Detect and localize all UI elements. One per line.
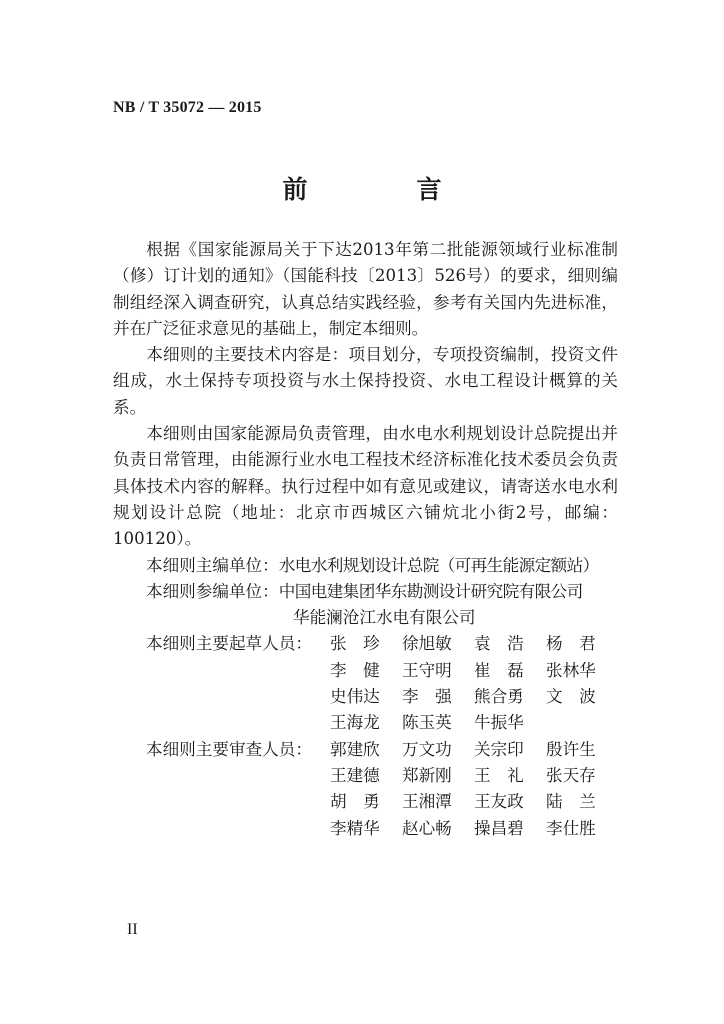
names-list [330, 816, 610, 842]
person-name: 郑新刚 [402, 765, 452, 785]
person-name: 袁 浩 [474, 634, 524, 654]
person-name: 郭建欣 [330, 739, 380, 759]
person-name: 牛振华 [474, 713, 524, 733]
person-name: 张 珍 [330, 634, 380, 654]
person-name: 王友政 [474, 792, 524, 812]
page-title: 前 言 [282, 175, 484, 204]
participating-unit-row [113, 579, 618, 605]
participating-unit-row [113, 605, 618, 631]
person-name: 殷许生 [546, 739, 596, 759]
names-list [330, 763, 610, 789]
drafters-row [113, 710, 618, 736]
preface-body [113, 237, 618, 842]
chief-unit-row [113, 553, 618, 579]
person-name: 操昌碧 [474, 818, 524, 838]
person-name: 陈玉英 [402, 713, 452, 733]
drafters-label: 本细则主要起草人员： [146, 634, 312, 654]
reviewers-row [113, 737, 618, 763]
person-name: 胡 勇 [330, 792, 380, 812]
person-name: 王 礼 [474, 765, 524, 785]
person-name: 文 波 [546, 687, 596, 707]
paragraph: 根据《国家能源局关于下达2013年第二批能源领域行业标准制（修）订计划的通知》（国能科技〔2013〕526号）的要求，细则编制组经深入调查研究，认真总结实践经验，参考有关国内先进标准，并在广泛征求意见的基础上，制定本细则。 [113, 240, 618, 338]
person-name: 崔 磊 [474, 660, 524, 680]
person-name: 赵心畅 [402, 818, 452, 838]
paragraph: 本细则由国家能源局负责管理，由水电水利规划设计总院提出并负责日常管理，由能源行业水电工程技术经济标准化技术委员会负责具体技术内容的解释。执行过程中如有意见或建议，请寄送水电水利规划设计总院（地址：北京市西城区六铺炕北小街2号，邮编：100120）。 [113, 424, 618, 549]
label-spacer [113, 658, 330, 684]
chief-unit-label: 本细则主编单位： [146, 555, 279, 575]
chief-unit-value: 水电水利规划设计总院（可再生能源定额站） [278, 555, 599, 575]
label-spacer [113, 710, 330, 736]
names-list [330, 684, 610, 710]
label-spacer [113, 763, 330, 789]
label-spacer [113, 816, 330, 842]
indent-spacer [113, 605, 293, 631]
reviewers-row [113, 816, 618, 842]
person-name: 王海龙 [330, 713, 380, 733]
person-name: 徐旭敏 [402, 634, 452, 654]
person-name: 王湘潭 [402, 792, 452, 812]
person-name: 李 强 [402, 687, 452, 707]
person-name [546, 710, 610, 736]
person-name: 史伟达 [330, 687, 380, 707]
paragraph: 本细则的主要技术内容是：项目划分，专项投资编制，投资文件组成，水土保持专项投资与水土保持投资、水电工程设计概算的关系。 [113, 345, 618, 417]
participating-unit-value: 华能澜沧江水电有限公司 [293, 608, 476, 628]
person-name: 熊合勇 [474, 687, 524, 707]
person-name: 李仕胜 [546, 818, 596, 838]
names-list [330, 658, 610, 684]
names-list [330, 710, 610, 736]
person-name: 王守明 [402, 660, 452, 680]
standard-code: NB / T 35072 — 2015 [113, 99, 262, 116]
reviewers-row [113, 763, 618, 789]
person-name: 万文功 [402, 739, 452, 759]
person-name: 张林华 [546, 660, 596, 680]
page-number: II [127, 921, 138, 938]
person-name: 王建德 [330, 765, 380, 785]
drafters-row [113, 658, 618, 684]
person-name: 李 健 [330, 660, 380, 680]
participating-unit-label: 本细则参编单位： [146, 581, 279, 601]
names-list [330, 631, 610, 657]
drafters-row [113, 631, 618, 657]
person-name: 陆 兰 [546, 792, 596, 812]
participating-unit-value: 中国电建集团华东勘测设计研究院有限公司 [278, 581, 583, 601]
person-name: 李精华 [330, 818, 380, 838]
label-spacer [113, 684, 330, 710]
names-list [330, 789, 610, 815]
person-name: 杨 君 [546, 634, 596, 654]
person-name: 关宗印 [474, 739, 524, 759]
label-spacer [113, 789, 330, 815]
reviewers-label: 本细则主要审查人员： [146, 739, 312, 759]
names-list [330, 737, 610, 763]
reviewers-row [113, 789, 618, 815]
drafters-row [113, 684, 618, 710]
person-name: 张天存 [546, 765, 596, 785]
